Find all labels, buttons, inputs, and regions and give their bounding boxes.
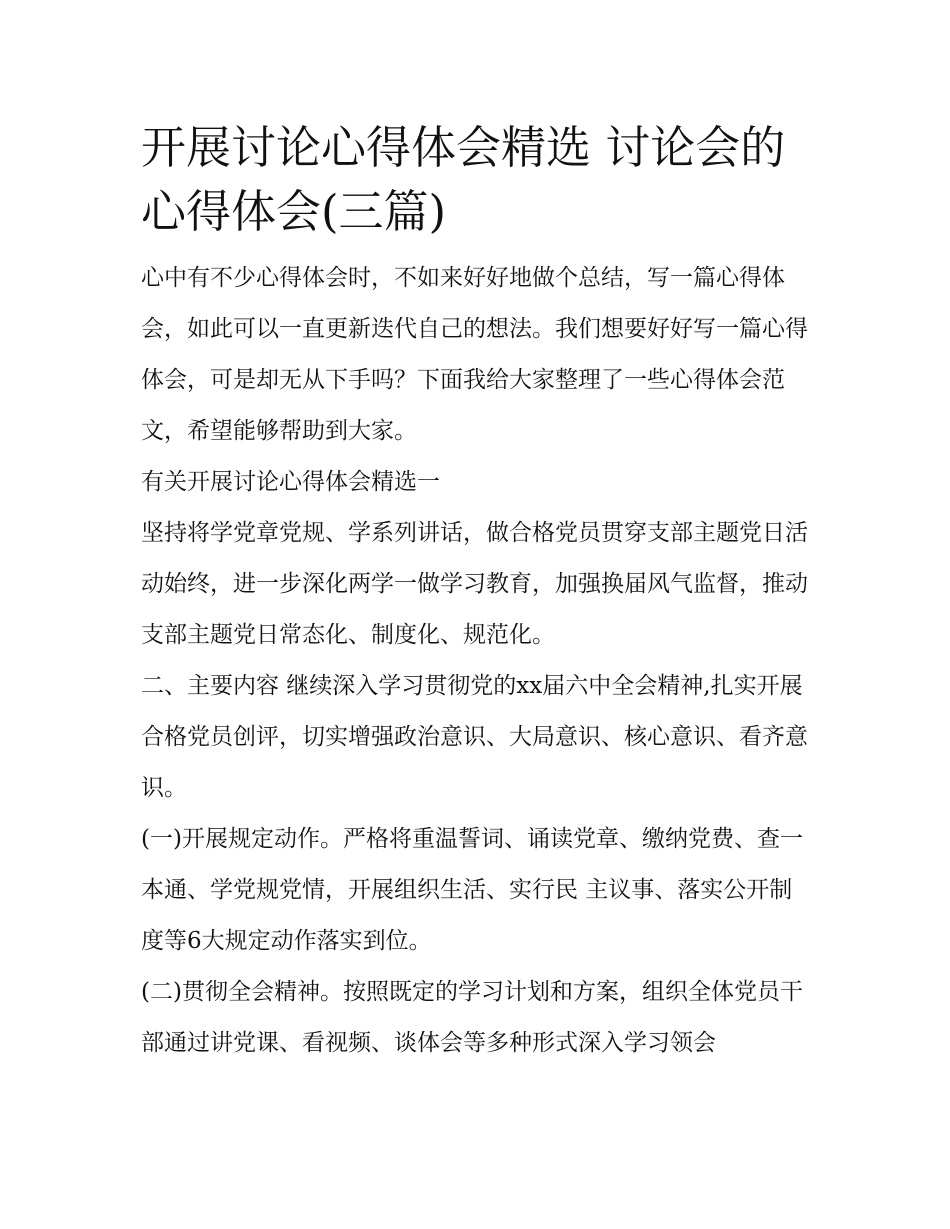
paragraph-4: (二)贯彻全会精神。按照既定的学习计划和方案，组织全体党员干部通过讲党课、看视频、谈体会等多种形式深入学习领会 [141, 979, 803, 1056]
paragraph-1: 坚持将学党章党规、学系列讲话，做合格党员贯穿支部主题党日活动始终，进一步深化两学一做学习教育，加强换届风气监督，推动支部主题党日常态化、制度化、规范化。 [141, 520, 808, 648]
document-body [141, 116, 813, 1069]
section-heading-1: 有关开展讨论心得体会精选一 [141, 469, 440, 495]
document-title: 开展讨论心得体会精选 讨论会的心得体会(三篇) [141, 121, 786, 238]
paragraph-3: (一)开展规定动作。严格将重温誓词、诵读党章、缴纳党费、查一本通、学党规党情，开展组织生活、实行民 主议事、落实公开制度等6大规定动作落实到位。 [141, 826, 803, 954]
paragraph-intro: 心中有不少心得体会时，不如来好好地做个总结，写一篇心得体会，如此可以一直更新迭代自己的想法。我们想要好好写一篇心得体会，可是却无从下手吗？下面我给大家整理了一些心得体会范文，希望能够帮助到大家。 [141, 265, 808, 444]
paragraph-2: 二、主要内容 继续深入学习贯彻党的xx届六中全会精神,扎实开展合格党员创评，切实增强政治意识、大局意识、核心意识、看齐意识。 [141, 673, 808, 801]
